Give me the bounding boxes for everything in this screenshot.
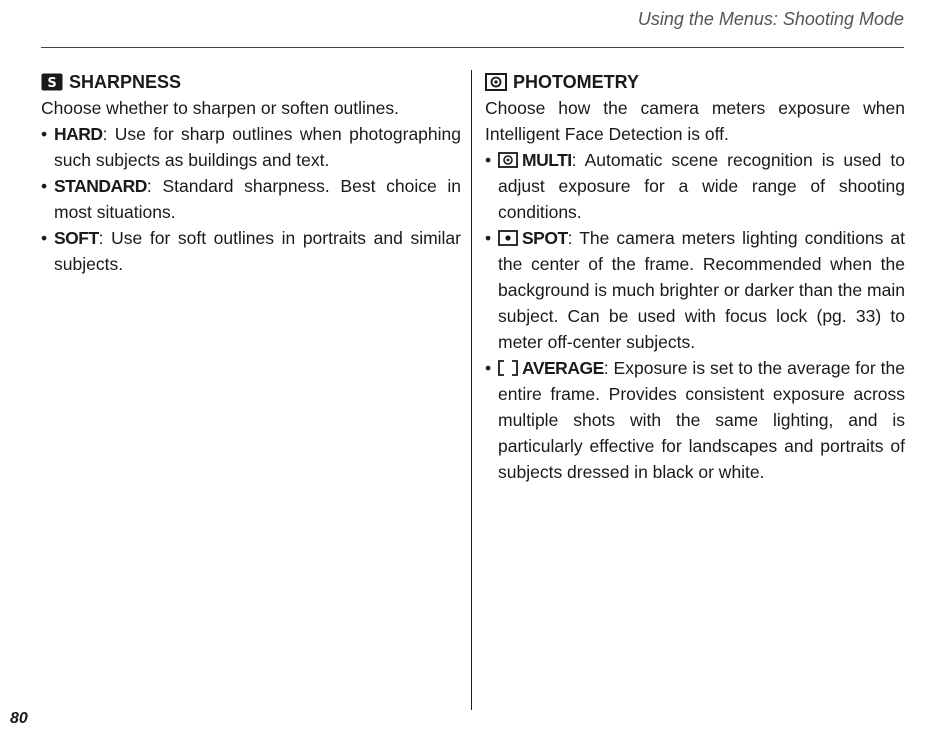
photometry-multi-text: : Automatic scene recognition is used to adjust exposure for a wide range of shooting conditions. xyxy=(498,150,905,222)
photometry-multi-term: MULTI xyxy=(522,150,572,170)
photometry-title: PHOTOMETRY xyxy=(513,72,640,92)
photometry-list xyxy=(485,147,905,485)
page-header-title: Using the Menus: Shooting Mode xyxy=(637,9,904,29)
photometry-icon xyxy=(485,73,507,91)
sharpness-standard-term: STANDARD xyxy=(54,176,147,196)
multi-metering-icon xyxy=(498,152,518,168)
spot-metering-icon xyxy=(498,230,518,246)
bullet: • xyxy=(41,176,48,196)
photometry-section xyxy=(485,69,905,485)
sharpness-intro: Choose whether to sharpen or soften outlines. xyxy=(41,98,399,118)
sharpness-soft-term: SOFT xyxy=(54,228,99,248)
header-rule xyxy=(41,47,904,48)
photometry-average-term: AVERAGE xyxy=(522,358,604,378)
sharpness-icon xyxy=(41,73,63,91)
photometry-intro: Choose how the camera meters exposure when Intelligent Face Detection is off. xyxy=(485,98,905,144)
photometry-spot-text: : The camera meters lighting conditions at the center of the frame. Recommended when the background is much brighter or darker than the main subject. Can be used with focus lock (pg. 33) to meter off-center subjects. xyxy=(498,228,905,352)
sharpness-soft-text: : Use for soft outlines in portraits and similar subjects. xyxy=(54,228,461,274)
average-metering-icon xyxy=(498,360,518,376)
column-divider xyxy=(471,70,472,710)
bullet: • xyxy=(485,150,492,170)
photometry-heading xyxy=(485,69,905,95)
bullet: • xyxy=(485,358,492,378)
photometry-spot-term: SPOT xyxy=(522,228,568,248)
list-item xyxy=(41,173,461,225)
sharpness-heading xyxy=(41,69,461,95)
list-item xyxy=(485,147,905,225)
photometry-average-text: : Exposure is set to the average for the entire frame. Provides consistent exposure across multiple shots with the same lighting, and is particularly effective for landscapes and portraits of subjects dressed in black or white. xyxy=(498,358,905,482)
list-item xyxy=(41,121,461,173)
sharpness-hard-term: HARD xyxy=(54,124,103,144)
sharpness-hard-text: : Use for sharp outlines when photographing such subjects as buildings and text. xyxy=(54,124,461,170)
sharpness-list xyxy=(41,121,461,277)
list-item xyxy=(485,225,905,355)
page-number: 80 xyxy=(10,710,28,727)
bullet: • xyxy=(485,228,492,248)
list-item xyxy=(41,225,461,277)
sharpness-section xyxy=(41,69,461,277)
sharpness-title: SHARPNESS xyxy=(69,72,182,92)
bullet: • xyxy=(41,124,48,144)
svg-text:S: S xyxy=(47,76,57,91)
list-item xyxy=(485,355,905,485)
bullet: • xyxy=(41,228,48,248)
sharpness-standard-text: : Standard sharpness. Best choice in most situations. xyxy=(54,176,461,222)
